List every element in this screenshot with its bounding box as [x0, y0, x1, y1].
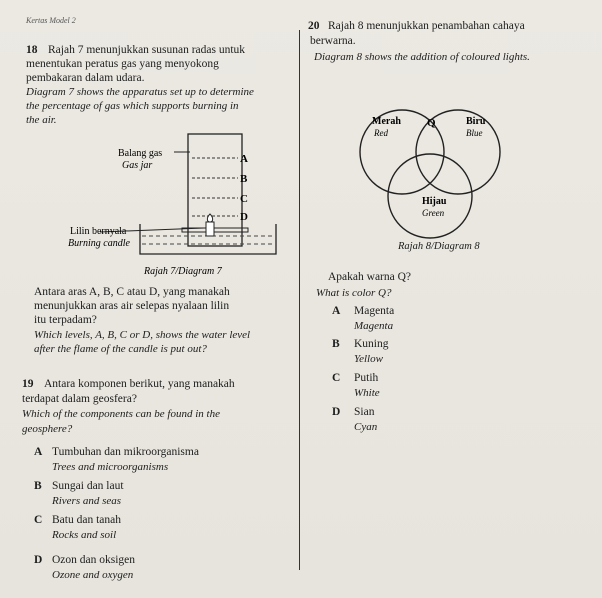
diagram-7-caption: Rajah 7/Diagram 7	[144, 266, 222, 277]
q19-number: 19	[22, 378, 34, 390]
q18-bm-line2: menentukan peratus gas yang menyokong	[26, 58, 219, 70]
q19-option-b-en: Rivers and seas	[52, 495, 122, 507]
q20-option-d-en: Cyan	[354, 421, 378, 433]
q20-stem-en: What is color Q?	[316, 287, 392, 299]
q18-bm-line3: pembakaran dalam udara.	[26, 72, 145, 84]
q19-option-a-en: Trees and microorganisms	[52, 461, 169, 473]
q20-option-a-en: Magenta	[354, 320, 394, 332]
q20-option-d-letter[interactable]: D	[332, 406, 341, 418]
q18-stem-en-line2: after the flame of the candle is put out?	[34, 343, 207, 355]
level-b-label: B	[240, 173, 248, 185]
q18-stem-en-line1: Which levels, A, B, C or D, shows the water level	[34, 329, 251, 341]
q19-option-a-bm[interactable]: Tumbuhan dan mikroorganisma	[52, 446, 199, 458]
candle-label-bm: Lilin bernyala	[70, 226, 127, 237]
q18-stem-bm-line3: itu terpadam?	[34, 314, 97, 326]
q20-option-a-letter[interactable]: A	[332, 305, 341, 317]
red-label-en: Red	[374, 128, 388, 138]
q20-bm-line1: Rajah 8 menunjukkan penambahan cahaya	[328, 20, 525, 32]
level-d-label: D	[240, 211, 248, 223]
q18-en-line2: the percentage of gas which supports burning in	[26, 100, 239, 112]
q18-stem-bm-line2: menunjukkan aras air selepas nyalaan lilin	[34, 300, 230, 312]
q19-option-c-letter[interactable]: C	[34, 514, 43, 526]
level-a-label: A	[240, 153, 248, 165]
q20-en: Diagram 8 shows the addition of coloured lights.	[314, 51, 530, 63]
diagram-7	[60, 128, 290, 280]
blue-label-bm: Biru	[466, 116, 486, 127]
q20-option-c-en: White	[354, 387, 380, 399]
q19-en-line2: geosphere?	[22, 423, 73, 435]
diagram-8-caption: Rajah 8/Diagram 8	[398, 241, 480, 252]
candle-flame	[207, 214, 212, 222]
paper-header: Kertas Model 2	[26, 16, 76, 25]
q20-option-c-letter[interactable]: C	[332, 372, 341, 384]
q20-bm-line2: berwarna.	[310, 35, 356, 47]
q19-bm-line2: terdapat dalam geosfera?	[22, 393, 137, 405]
candle	[206, 222, 214, 236]
q19-option-d-en: Ozone and oxygen	[52, 569, 134, 581]
q19-option-c-bm[interactable]: Batu dan tanah	[52, 514, 121, 526]
q20-option-d-bm[interactable]: Sian	[354, 406, 375, 418]
q19-en-line1: Which of the components can be found in the	[22, 408, 220, 420]
q18-bm-line1: Rajah 7 menunjukkan susunan radas untuk	[48, 44, 246, 56]
q20-option-c-bm[interactable]: Putih	[354, 372, 379, 384]
q19-option-d-bm[interactable]: Ozon dan oksigen	[52, 554, 136, 566]
blue-label-en: Blue	[466, 128, 483, 138]
q19-bm-line1: Antara komponen berikut, yang manakah	[44, 378, 235, 390]
q19-option-c-en: Rocks and soil	[52, 529, 117, 541]
q20-option-b-bm[interactable]: Kuning	[354, 338, 389, 350]
green-label-en: Green	[422, 208, 445, 218]
level-c-label: C	[240, 193, 248, 205]
green-label-bm: Hijau	[422, 196, 447, 207]
candle-label-en: Burning candle	[68, 238, 130, 249]
q18-en-line1: Diagram 7 shows the apparatus set up to determine	[26, 86, 254, 98]
q20-option-b-letter[interactable]: B	[332, 338, 340, 350]
gas-jar	[188, 134, 242, 246]
q-region-label: Q	[427, 117, 436, 129]
diagram-8	[350, 96, 510, 254]
q19-option-b-bm[interactable]: Sungai dan laut	[52, 480, 124, 492]
red-label-bm: Merah	[372, 116, 401, 127]
q19-option-b-letter[interactable]: B	[34, 480, 42, 492]
gas-jar-label-en: Gas jar	[122, 160, 153, 171]
q19-option-d-letter[interactable]: D	[34, 554, 43, 566]
column-divider	[299, 30, 300, 570]
q20-number: 20	[308, 20, 320, 32]
gas-jar-label-bm: Balang gas	[118, 148, 163, 159]
q18-en-line3: the air.	[26, 114, 57, 126]
q18-stem-bm-line1: Antara aras A, B, C atau D, yang manakah	[34, 286, 230, 298]
q20-stem-bm: Apakah warna Q?	[328, 271, 412, 283]
q20-option-b-en: Yellow	[354, 353, 383, 365]
q20-option-a-bm[interactable]: Magenta	[354, 305, 395, 317]
q19-option-a-letter[interactable]: A	[34, 446, 43, 458]
q18-number: 18	[26, 44, 38, 56]
